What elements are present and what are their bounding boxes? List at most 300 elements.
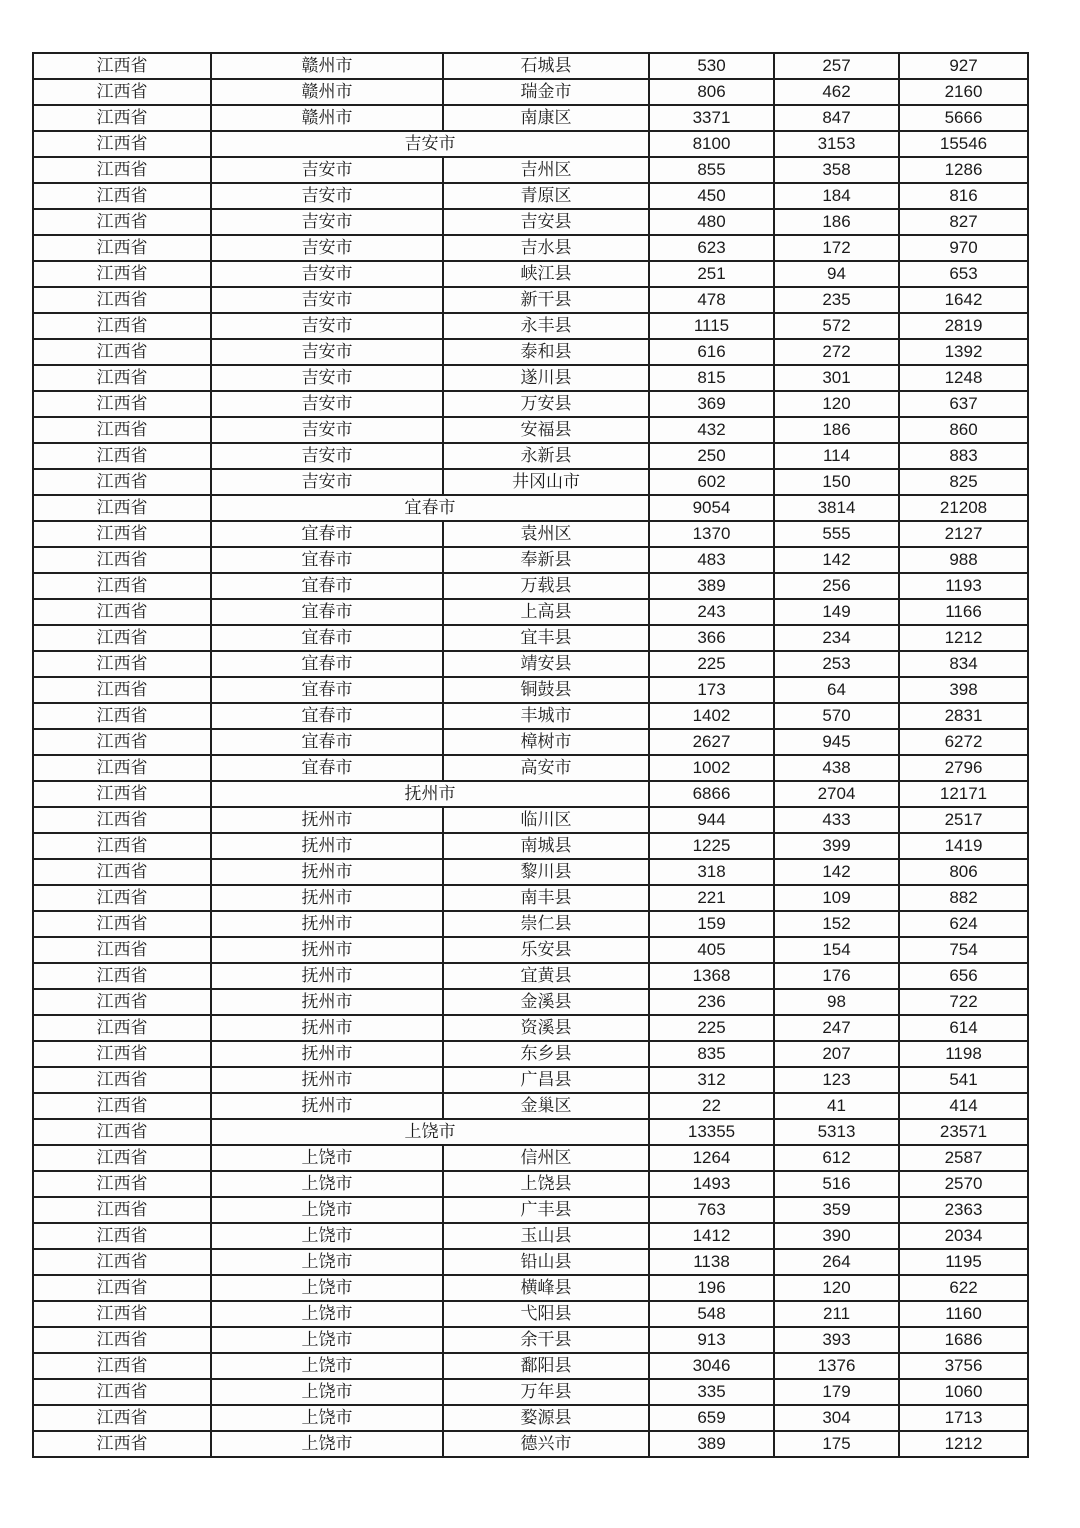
table-row [33,313,1028,339]
county-cell: 丰城市 [443,703,649,729]
table-row [33,1301,1028,1327]
city-total-row [33,131,1028,157]
value2-cell: 64 [774,677,899,703]
table-row [33,859,1028,885]
province-cell: 江西省 [33,547,211,573]
table-row [33,339,1028,365]
value3-cell: 1713 [899,1405,1028,1431]
province-cell: 江西省 [33,235,211,261]
value1-cell: 1138 [649,1249,774,1275]
city-cell: 宜春市 [211,573,443,599]
value3-cell: 1166 [899,599,1028,625]
value2-cell: 570 [774,703,899,729]
value2-cell: 142 [774,859,899,885]
value2-cell: 235 [774,287,899,313]
province-cell: 江西省 [33,261,211,287]
value2-cell: 94 [774,261,899,287]
value2-cell: 256 [774,573,899,599]
province-cell: 江西省 [33,79,211,105]
city-cell: 吉安市 [211,391,443,417]
value1-cell: 1368 [649,963,774,989]
value3-cell: 23571 [899,1119,1028,1145]
city-cell: 宜春市 [211,677,443,703]
value3-cell: 927 [899,53,1028,79]
value1-cell: 173 [649,677,774,703]
province-cell: 江西省 [33,1067,211,1093]
value3-cell: 827 [899,209,1028,235]
city-cell: 上饶市 [211,1223,443,1249]
value2-cell: 358 [774,157,899,183]
city-cell: 吉安市 [211,417,443,443]
county-cell: 东乡县 [443,1041,649,1067]
table-row [33,287,1028,313]
city-cell: 宜春市 [211,625,443,651]
county-cell: 婺源县 [443,1405,649,1431]
table-row [33,1223,1028,1249]
value1-cell: 225 [649,1015,774,1041]
table-row [33,443,1028,469]
value2-cell: 1376 [774,1353,899,1379]
value2-cell: 41 [774,1093,899,1119]
province-cell: 江西省 [33,183,211,209]
city-cell: 吉安市 [211,183,443,209]
value1-cell: 3371 [649,105,774,131]
province-cell: 江西省 [33,859,211,885]
county-cell: 泰和县 [443,339,649,365]
table-row [33,1431,1028,1457]
value1-cell: 6866 [649,781,774,807]
value3-cell: 2570 [899,1171,1028,1197]
value3-cell: 825 [899,469,1028,495]
value1-cell: 432 [649,417,774,443]
value2-cell: 179 [774,1379,899,1405]
county-cell: 靖安县 [443,651,649,677]
table-row [33,1353,1028,1379]
table-row [33,755,1028,781]
province-cell: 江西省 [33,1093,211,1119]
value2-cell: 3153 [774,131,899,157]
county-cell: 余干县 [443,1327,649,1353]
value3-cell: 806 [899,859,1028,885]
county-cell: 遂川县 [443,365,649,391]
value3-cell: 2127 [899,521,1028,547]
city-cell: 吉安市 [211,365,443,391]
county-cell: 安福县 [443,417,649,443]
value1-cell: 659 [649,1405,774,1431]
city-cell: 吉安市 [211,339,443,365]
value3-cell: 754 [899,937,1028,963]
city-cell: 上饶市 [211,1197,443,1223]
table-row [33,1067,1028,1093]
county-cell: 南康区 [443,105,649,131]
county-cell: 铜鼓县 [443,677,649,703]
table-row [33,729,1028,755]
value3-cell: 1419 [899,833,1028,859]
province-cell: 江西省 [33,469,211,495]
value2-cell: 150 [774,469,899,495]
value2-cell: 207 [774,1041,899,1067]
value2-cell: 516 [774,1171,899,1197]
value1-cell: 602 [649,469,774,495]
table-row [33,1171,1028,1197]
value3-cell: 2363 [899,1197,1028,1223]
city-cell: 抚州市 [211,1041,443,1067]
county-cell: 崇仁县 [443,911,649,937]
county-cell: 德兴市 [443,1431,649,1457]
province-cell: 江西省 [33,1353,211,1379]
city-total-row [33,495,1028,521]
value3-cell: 882 [899,885,1028,911]
city-cell: 上饶市 [211,1171,443,1197]
county-cell: 奉新县 [443,547,649,573]
table-row [33,209,1028,235]
table-row [33,105,1028,131]
value3-cell: 1193 [899,573,1028,599]
county-cell: 袁州区 [443,521,649,547]
city-merged-cell: 吉安市 [211,131,649,157]
value3-cell: 1198 [899,1041,1028,1067]
city-total-row [33,1119,1028,1145]
county-cell: 金溪县 [443,989,649,1015]
value3-cell: 622 [899,1275,1028,1301]
province-cell: 江西省 [33,391,211,417]
value1-cell: 196 [649,1275,774,1301]
value3-cell: 834 [899,651,1028,677]
table-row [33,1379,1028,1405]
table-row [33,1015,1028,1041]
city-cell: 吉安市 [211,235,443,261]
value1-cell: 250 [649,443,774,469]
value2-cell: 2704 [774,781,899,807]
province-cell: 江西省 [33,287,211,313]
value1-cell: 1002 [649,755,774,781]
value1-cell: 405 [649,937,774,963]
value3-cell: 414 [899,1093,1028,1119]
city-cell: 赣州市 [211,53,443,79]
province-cell: 江西省 [33,833,211,859]
city-cell: 抚州市 [211,911,443,937]
value2-cell: 433 [774,807,899,833]
province-cell: 江西省 [33,677,211,703]
value1-cell: 9054 [649,495,774,521]
value3-cell: 398 [899,677,1028,703]
value2-cell: 184 [774,183,899,209]
value1-cell: 815 [649,365,774,391]
county-cell: 鄱阳县 [443,1353,649,1379]
value1-cell: 1225 [649,833,774,859]
table-row [33,1405,1028,1431]
province-cell: 江西省 [33,417,211,443]
city-cell: 上饶市 [211,1249,443,1275]
value2-cell: 98 [774,989,899,1015]
city-merged-cell: 宜春市 [211,495,649,521]
county-cell: 弋阳县 [443,1301,649,1327]
value3-cell: 1212 [899,1431,1028,1457]
value2-cell: 154 [774,937,899,963]
province-cell: 江西省 [33,911,211,937]
value1-cell: 369 [649,391,774,417]
value3-cell: 2034 [899,1223,1028,1249]
value1-cell: 450 [649,183,774,209]
city-cell: 抚州市 [211,963,443,989]
province-cell: 江西省 [33,1145,211,1171]
value2-cell: 253 [774,651,899,677]
value3-cell: 624 [899,911,1028,937]
value3-cell: 2587 [899,1145,1028,1171]
county-cell: 万安县 [443,391,649,417]
value1-cell: 366 [649,625,774,651]
city-cell: 宜春市 [211,651,443,677]
value1-cell: 159 [649,911,774,937]
county-cell: 新干县 [443,287,649,313]
value2-cell: 186 [774,209,899,235]
county-cell: 铅山县 [443,1249,649,1275]
table-row [33,911,1028,937]
province-cell: 江西省 [33,781,211,807]
value3-cell: 653 [899,261,1028,287]
value3-cell: 2160 [899,79,1028,105]
value3-cell: 816 [899,183,1028,209]
value3-cell: 2831 [899,703,1028,729]
value3-cell: 5666 [899,105,1028,131]
county-cell: 玉山县 [443,1223,649,1249]
table-row [33,1275,1028,1301]
value2-cell: 257 [774,53,899,79]
value2-cell: 272 [774,339,899,365]
value1-cell: 855 [649,157,774,183]
province-cell: 江西省 [33,625,211,651]
city-cell: 上饶市 [211,1301,443,1327]
county-cell: 乐安县 [443,937,649,963]
table-row [33,79,1028,105]
table-row [33,1041,1028,1067]
value2-cell: 109 [774,885,899,911]
table-row [33,833,1028,859]
city-cell: 抚州市 [211,937,443,963]
province-cell: 江西省 [33,599,211,625]
province-cell: 江西省 [33,703,211,729]
table-row [33,1145,1028,1171]
value2-cell: 555 [774,521,899,547]
value3-cell: 1195 [899,1249,1028,1275]
value2-cell: 123 [774,1067,899,1093]
county-cell: 黎川县 [443,859,649,885]
city-cell: 抚州市 [211,833,443,859]
city-cell: 赣州市 [211,79,443,105]
table-row [33,391,1028,417]
county-cell: 临川区 [443,807,649,833]
table-row [33,183,1028,209]
county-cell: 永丰县 [443,313,649,339]
value1-cell: 243 [649,599,774,625]
value3-cell: 21208 [899,495,1028,521]
province-cell: 江西省 [33,755,211,781]
table-row [33,365,1028,391]
city-cell: 吉安市 [211,313,443,339]
city-cell: 宜春市 [211,599,443,625]
value2-cell: 247 [774,1015,899,1041]
county-cell: 万年县 [443,1379,649,1405]
province-cell: 江西省 [33,1327,211,1353]
province-cell: 江西省 [33,1379,211,1405]
city-cell: 上饶市 [211,1431,443,1457]
province-cell: 江西省 [33,521,211,547]
province-cell: 江西省 [33,1197,211,1223]
province-cell: 江西省 [33,807,211,833]
value3-cell: 1212 [899,625,1028,651]
value1-cell: 483 [649,547,774,573]
value2-cell: 393 [774,1327,899,1353]
value3-cell: 883 [899,443,1028,469]
value1-cell: 389 [649,1431,774,1457]
city-total-row [33,781,1028,807]
value3-cell: 2796 [899,755,1028,781]
city-cell: 抚州市 [211,1093,443,1119]
value1-cell: 763 [649,1197,774,1223]
table-row [33,677,1028,703]
province-cell: 江西省 [33,729,211,755]
province-cell: 江西省 [33,105,211,131]
county-cell: 永新县 [443,443,649,469]
province-cell: 江西省 [33,313,211,339]
city-cell: 宜春市 [211,703,443,729]
province-cell: 江西省 [33,1041,211,1067]
value2-cell: 390 [774,1223,899,1249]
value2-cell: 114 [774,443,899,469]
value2-cell: 120 [774,391,899,417]
value3-cell: 15546 [899,131,1028,157]
value1-cell: 22 [649,1093,774,1119]
value2-cell: 612 [774,1145,899,1171]
value3-cell: 1248 [899,365,1028,391]
county-cell: 横峰县 [443,1275,649,1301]
value3-cell: 637 [899,391,1028,417]
county-cell: 广丰县 [443,1197,649,1223]
value2-cell: 3814 [774,495,899,521]
table-row [33,261,1028,287]
value1-cell: 1115 [649,313,774,339]
county-cell: 万载县 [443,573,649,599]
province-cell: 江西省 [33,1015,211,1041]
province-cell: 江西省 [33,157,211,183]
table-body [33,53,1028,1457]
value1-cell: 1370 [649,521,774,547]
city-cell: 上饶市 [211,1145,443,1171]
value1-cell: 1402 [649,703,774,729]
value2-cell: 399 [774,833,899,859]
value1-cell: 944 [649,807,774,833]
province-cell: 江西省 [33,209,211,235]
value1-cell: 312 [649,1067,774,1093]
value3-cell: 722 [899,989,1028,1015]
province-cell: 江西省 [33,53,211,79]
value3-cell: 1160 [899,1301,1028,1327]
table-row [33,651,1028,677]
value3-cell: 1392 [899,339,1028,365]
table-row [33,625,1028,651]
province-cell: 江西省 [33,1171,211,1197]
city-cell: 抚州市 [211,989,443,1015]
province-cell: 江西省 [33,651,211,677]
city-cell: 吉安市 [211,209,443,235]
city-cell: 上饶市 [211,1405,443,1431]
value3-cell: 1642 [899,287,1028,313]
province-cell: 江西省 [33,937,211,963]
province-cell: 江西省 [33,1405,211,1431]
value1-cell: 3046 [649,1353,774,1379]
city-cell: 抚州市 [211,1067,443,1093]
county-cell: 金巢区 [443,1093,649,1119]
table-row [33,989,1028,1015]
value1-cell: 913 [649,1327,774,1353]
value2-cell: 572 [774,313,899,339]
city-cell: 吉安市 [211,443,443,469]
county-cell: 峡江县 [443,261,649,287]
value3-cell: 12171 [899,781,1028,807]
value3-cell: 6272 [899,729,1028,755]
table-row [33,1093,1028,1119]
value2-cell: 211 [774,1301,899,1327]
value1-cell: 221 [649,885,774,911]
value1-cell: 318 [649,859,774,885]
province-cell: 江西省 [33,339,211,365]
value3-cell: 1060 [899,1379,1028,1405]
value2-cell: 152 [774,911,899,937]
city-cell: 赣州市 [211,105,443,131]
province-cell: 江西省 [33,365,211,391]
province-cell: 江西省 [33,1431,211,1457]
region-data-table [32,52,1029,1458]
city-merged-cell: 上饶市 [211,1119,649,1145]
value3-cell: 614 [899,1015,1028,1041]
value1-cell: 480 [649,209,774,235]
value2-cell: 176 [774,963,899,989]
city-cell: 抚州市 [211,807,443,833]
value1-cell: 13355 [649,1119,774,1145]
county-cell: 广昌县 [443,1067,649,1093]
county-cell: 上饶县 [443,1171,649,1197]
province-cell: 江西省 [33,1249,211,1275]
table-row [33,963,1028,989]
province-cell: 江西省 [33,963,211,989]
city-cell: 宜春市 [211,547,443,573]
value1-cell: 389 [649,573,774,599]
county-cell: 资溪县 [443,1015,649,1041]
value3-cell: 860 [899,417,1028,443]
value3-cell: 2819 [899,313,1028,339]
value1-cell: 806 [649,79,774,105]
value2-cell: 5313 [774,1119,899,1145]
value3-cell: 1686 [899,1327,1028,1353]
table-row [33,521,1028,547]
province-cell: 江西省 [33,1119,211,1145]
value2-cell: 438 [774,755,899,781]
value2-cell: 359 [774,1197,899,1223]
table-row [33,573,1028,599]
county-cell: 宜丰县 [443,625,649,651]
city-cell: 吉安市 [211,261,443,287]
value2-cell: 462 [774,79,899,105]
city-cell: 抚州市 [211,859,443,885]
province-cell: 江西省 [33,989,211,1015]
province-cell: 江西省 [33,1301,211,1327]
table-row [33,599,1028,625]
table-row [33,703,1028,729]
value2-cell: 847 [774,105,899,131]
table-row [33,885,1028,911]
value1-cell: 2627 [649,729,774,755]
county-cell: 宜黄县 [443,963,649,989]
